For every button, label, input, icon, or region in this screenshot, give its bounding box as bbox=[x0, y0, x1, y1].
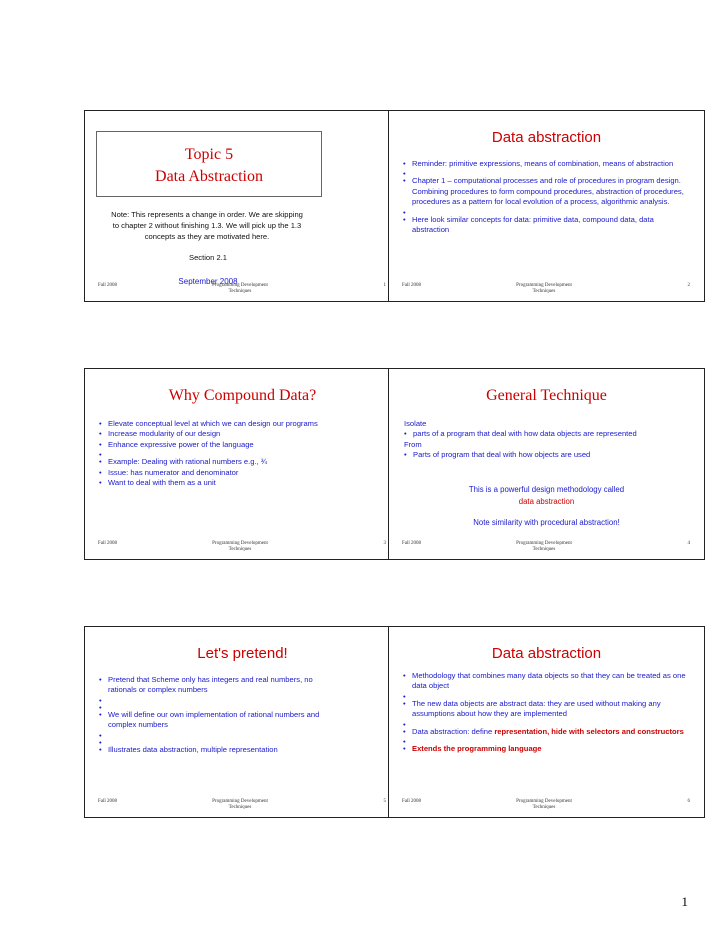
footer-course: Programming Development Techniques bbox=[212, 799, 268, 810]
slide-6 bbox=[388, 626, 705, 818]
bullet-item: • Here look similar concepts for data: primitive data, compound data, data abstraction bbox=[403, 215, 693, 236]
bullet-item: • Data abstraction: define representation, hide with selectors and constructors bbox=[403, 727, 695, 737]
slide-title: Data abstraction bbox=[491, 129, 602, 146]
slide-title: Why Compound Data? bbox=[168, 387, 317, 404]
slide-footer bbox=[389, 283, 704, 297]
slide-title: Let's pretend! bbox=[197, 645, 288, 662]
bullet-item: • Illustrates data abstraction, multiple representation bbox=[99, 745, 329, 755]
bullet-item: • Increase modularity of our design bbox=[99, 429, 329, 439]
change-order-note: Note: This represents a change in order. We are skipping to chapter 2 without finishing 1.3. We will pick up the 1.3 concepts as they are motivated here. bbox=[111, 210, 303, 241]
bullet-item: • We will define our own implementation of rational numbers and complex numbers bbox=[99, 710, 329, 731]
footer-course: Programming Development Techniques bbox=[516, 799, 572, 810]
bullet-item: • Want to deal with them as a unit bbox=[99, 478, 329, 488]
slide-title-line1: Topic 5 bbox=[184, 146, 234, 163]
bullet-item: • Elevate conceptual level at which we can design our programs bbox=[99, 419, 329, 429]
slide-4 bbox=[388, 368, 705, 560]
methodology-text: This is a powerful design methodology called bbox=[468, 485, 625, 494]
page-number: 1 bbox=[681, 894, 688, 909]
slide-5 bbox=[84, 626, 401, 818]
slide-1 bbox=[84, 110, 401, 302]
bullet-list bbox=[99, 419, 329, 488]
slide-2 bbox=[388, 110, 705, 302]
data-abstraction-term: data abstraction bbox=[518, 497, 575, 506]
footer-course: Programming Development Techniques bbox=[516, 541, 572, 552]
bullet-item: • Issue: has numerator and denominator bbox=[99, 468, 329, 478]
footer-term: Fall 2008 bbox=[402, 541, 422, 546]
bullet-item: • Example: Dealing with rational numbers e.g., ¾ bbox=[99, 457, 329, 467]
slide-footer bbox=[85, 541, 400, 555]
slide-number: 3 bbox=[383, 541, 386, 546]
similarity-note: Note similarity with procedural abstraction! bbox=[473, 518, 620, 527]
footer-course: Programming Development Techniques bbox=[516, 283, 572, 294]
slide-footer bbox=[389, 541, 704, 555]
bullet-item: • Pretend that Scheme only has integers and real numbers, no rationals or complex numbers bbox=[99, 675, 329, 696]
from-label: From bbox=[404, 439, 422, 449]
bullet-item: • The new data objects are abstract data: they are used without making any assumptions about how they are implemented bbox=[403, 699, 695, 720]
slide-number: 2 bbox=[687, 283, 690, 288]
footer-term: Fall 2008 bbox=[402, 283, 422, 288]
technique-list bbox=[404, 419, 694, 461]
bullet-list bbox=[403, 159, 693, 235]
bullet-item: • Methodology that combines many data objects so that they can be treated as one data object bbox=[403, 671, 695, 692]
slide-number: 5 bbox=[383, 799, 386, 804]
slide-footer bbox=[389, 799, 704, 813]
bullet-item: • parts of a program that deal with how data objects are represented bbox=[404, 429, 694, 439]
bullet-item: • Reminder: primitive expressions, means of combination, means of abstraction bbox=[403, 159, 693, 169]
bullet-item: • Chapter 1 – computational processes and role of procedures in program design. Combining procedures to form compound procedures, abstraction of procedures, procedures as a pattern for local evolution of a process, algorithmic analysis. bbox=[403, 176, 693, 207]
section-label: Section 2.1 bbox=[189, 253, 227, 262]
slide-number: 4 bbox=[687, 541, 690, 546]
bullet-item: • Extends the programming language bbox=[403, 744, 695, 754]
footer-term: Fall 2008 bbox=[98, 283, 118, 288]
slide-title: Data abstraction bbox=[491, 645, 602, 662]
date-label: September 2008 bbox=[178, 277, 238, 286]
slide-number: 1 bbox=[383, 283, 386, 288]
emphasis-text: representation, hide with selectors and constructors bbox=[494, 726, 684, 736]
bullet-list bbox=[403, 671, 695, 754]
slide-3 bbox=[84, 368, 401, 560]
footer-course: Programming Development Techniques bbox=[212, 283, 268, 294]
slide-title-line2: Data Abstraction bbox=[155, 168, 263, 185]
slide-title: General Technique bbox=[486, 387, 607, 404]
footer-term: Fall 2008 bbox=[402, 799, 422, 804]
title-box bbox=[96, 131, 322, 197]
bullet-item: • Parts of program that deal with how objects are used bbox=[404, 450, 694, 460]
footer-course: Programming Development Techniques bbox=[212, 541, 268, 552]
slide-footer bbox=[85, 283, 400, 297]
footer-term: Fall 2008 bbox=[98, 541, 118, 546]
slide-footer bbox=[85, 799, 400, 813]
footer-term: Fall 2008 bbox=[98, 799, 118, 804]
bullet-item: • Enhance expressive power of the language bbox=[99, 440, 329, 450]
isolate-label: Isolate bbox=[404, 419, 427, 428]
slide-number: 6 bbox=[687, 799, 690, 804]
bullet-list bbox=[99, 675, 329, 755]
